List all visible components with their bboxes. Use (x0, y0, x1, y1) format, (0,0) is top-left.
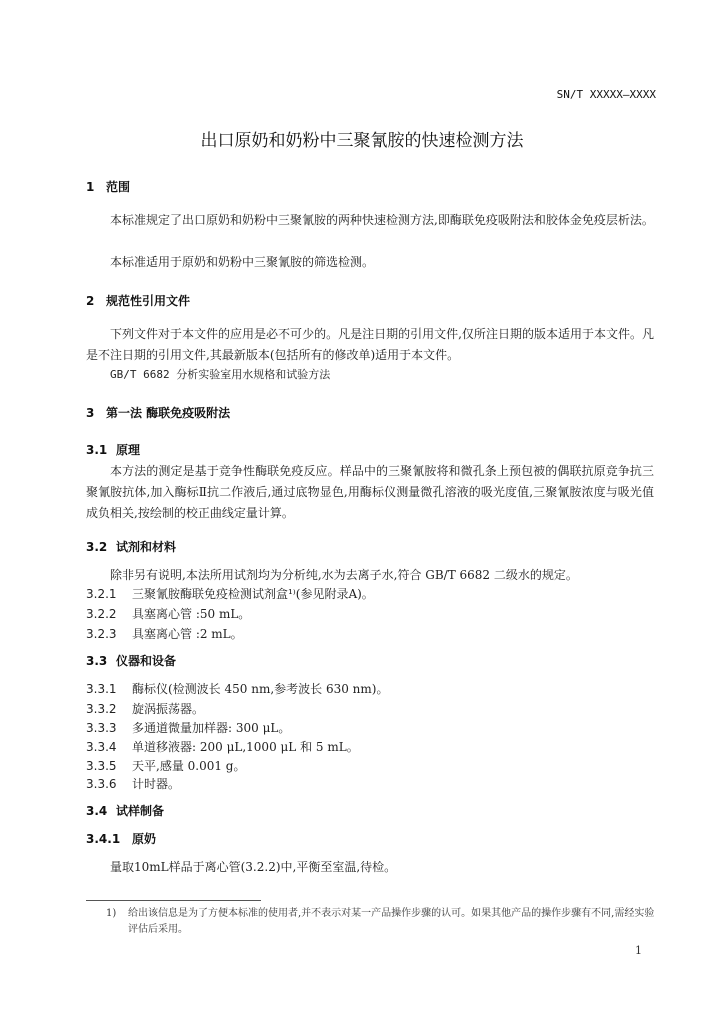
section-number: 3.4 (86, 804, 108, 818)
footnote-mark: 1) (106, 908, 117, 919)
footnote (106, 906, 656, 938)
subsection-heading-3-4-1 (86, 830, 156, 847)
item-text: 具塞离心管 :2 mL。 (132, 627, 243, 641)
section-title: 仪器和设备 (116, 654, 177, 668)
item-text: 天平,感量 0.001 g。 (132, 759, 246, 773)
item-number: 3.2.2 (86, 607, 117, 621)
item-text: 计时器。 (132, 777, 181, 791)
document-title: 出口原奶和奶粉中三聚氰胺的快速检测方法 (200, 131, 524, 151)
normative-reference: GB/T 6682 分析实验室用水规格和试验方法 (110, 368, 331, 381)
paragraph: 除非另有说明,本法所用试剂均为分析纯,水为去离子水,符合 GB/T 6682 二级水的规定。 (110, 568, 578, 582)
item-text: 具塞离心管 :50 mL。 (132, 607, 251, 621)
section-heading-3 (86, 404, 230, 421)
section-title: 试样制备 (116, 804, 165, 818)
list-item (86, 775, 180, 792)
item-number: 3.3.4 (86, 740, 117, 754)
paragraph: 本标准适用于原奶和奶粉中三聚氰胺的筛选检测。 (110, 255, 375, 269)
section-title: 第一法 酶联免疫吸附法 (106, 406, 231, 420)
subsection-heading-3-2 (86, 538, 176, 555)
section-number: 3.1 (86, 443, 108, 457)
item-text: 酶标仪(检测波长 450 nm,参考波长 630 nm)。 (132, 682, 389, 696)
document-code: SN/T XXXXX—XXXX (556, 88, 656, 101)
item-number: 3.3.5 (86, 759, 117, 773)
paragraph: 量取10mL样品于离心管(3.2.2)中,平衡至室温,待检。 (110, 860, 397, 874)
footnote-rule (86, 900, 261, 901)
section-title: 试剂和材料 (116, 540, 177, 554)
section-number: 3 (86, 406, 95, 420)
subsection-heading-3-4 (86, 802, 164, 819)
section-heading-1 (86, 178, 130, 195)
item-text: 旋涡振荡器。 (132, 702, 205, 716)
item-text: 多通道微量加样器: 300 μL。 (132, 721, 291, 735)
section-title: 范围 (106, 180, 131, 194)
section-number: 3.2 (86, 540, 108, 554)
item-number: 3.3.3 (86, 721, 117, 735)
item-number: 3.2.3 (86, 627, 117, 641)
footnote-text: 给出该信息是为了方便本标准的使用者,并不表示对某一产品操作步骤的认可。如果其他产品的操作步骤有不同,需经实验评估后采用。 (128, 908, 655, 935)
subsection-heading-3-1 (86, 441, 140, 458)
list-item (86, 757, 245, 774)
paragraph: 本方法的测定是基于竞争性酶联免疫反应。样品中的三聚氰胺将和微孔条上预包被的偶联抗原竞争抗三聚氰胺抗体,加入酶标Ⅱ抗二作液后,通过底物显色,用酶标仪测量微孔溶液的吸光度值,三聚氰胺浓度与吸光值成负相关,按绘制的校正曲线定量计算。 (86, 464, 654, 520)
item-number: 3.3.1 (86, 682, 117, 696)
paragraph: 下列文件对于本文件的应用是必不可少的。凡是注日期的引用文件,仅所注日期的版本适用于本文件。凡是不注日期的引用文件,其最新版本(包括所有的修改单)适用于本文件。 (86, 327, 654, 362)
section-number: 3.3 (86, 654, 108, 668)
list-item (86, 605, 250, 622)
section-title: 原理 (116, 443, 141, 457)
page-number: 1 (635, 944, 642, 957)
item-text: 单道移液器: 200 μL,1000 μL 和 5 mL。 (132, 740, 359, 754)
list-item (86, 700, 204, 717)
item-text: 三聚氰胺酶联免疫检测试剂盒¹⁾(参见附录A)。 (132, 587, 374, 601)
list-item (86, 738, 359, 755)
section-number: 2 (86, 294, 95, 308)
section-number: 1 (86, 180, 95, 194)
item-number: 3.2.1 (86, 587, 117, 601)
item-number: 3.3.6 (86, 777, 117, 791)
section-title: 规范性引用文件 (106, 294, 191, 308)
subsection-heading-3-3 (86, 652, 176, 669)
list-item (86, 585, 374, 602)
list-item (86, 680, 388, 697)
section-title: 原奶 (132, 832, 157, 846)
item-number: 3.3.2 (86, 702, 117, 716)
section-heading-2 (86, 292, 190, 309)
list-item (86, 719, 290, 736)
section-number: 3.4.1 (86, 832, 121, 846)
paragraph: 本标准规定了出口原奶和奶粉中三聚氰胺的两种快速检测方法,即酶联免疫吸附法和胶体金免疫层析法。 (110, 213, 654, 227)
list-item (86, 625, 243, 642)
